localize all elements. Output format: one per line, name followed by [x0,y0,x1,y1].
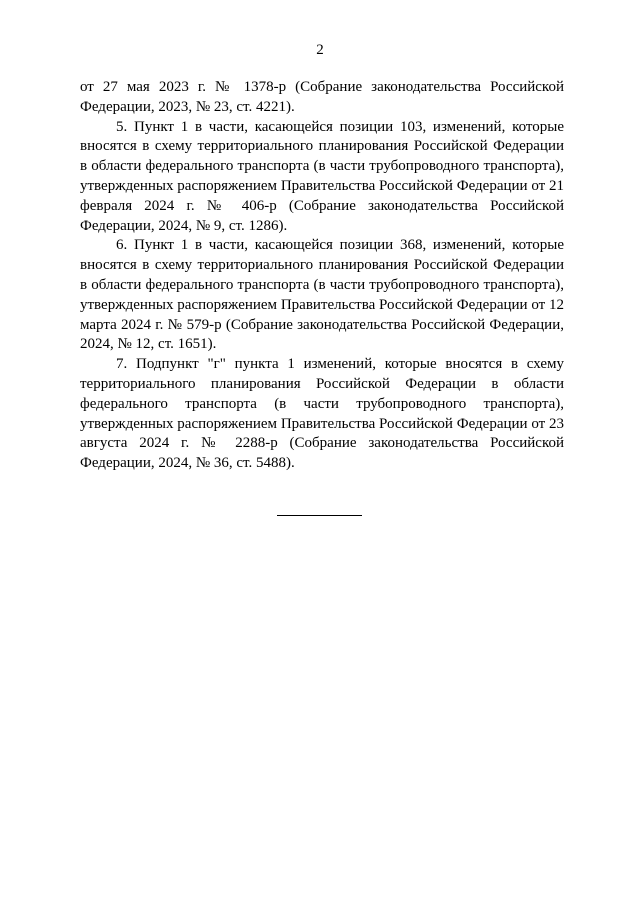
paragraph-continuation: от 27 мая 2023 г. № 1378-р (Собрание законодательства Российской Федерации, 2023, № 23, ст. 4221). [80,79,564,115]
document-body [80,78,564,474]
paragraph-item-5: 5. Пункт 1 в части, касающейся позиции 103, изменений, которые вносятся в схему территориального планирования Российской Федерации в области федерального транспорта (в части трубопроводного транспорта), утвержденных распоряжением Правительства Российской Федерации от 21 февраля 2024 г. № 406-р (Собрание законодательства Российской Федерации, 2024, № 9, ст. 1286). [80,118,564,234]
paragraph-item-7: 7. Подпункт "г" пункта 1 изменений, которые вносятся в схему территориального планирования Российской Федерации в области федерального транспорта (в части трубопроводного транспорта), утвержденных распоряжением Правительства Российской Федерации от 23 августа 2024 г. № 2288-р (Собрание законодательства Российской Федерации, 2024, № 36, ст. 5488). [80,356,564,472]
page-number: 2 [316,42,324,58]
end-of-document-rule [277,515,362,516]
paragraph-item-6: 6. Пункт 1 в части, касающейся позиции 368, изменений, которые вносятся в схему территориального планирования Российской Федерации в области федерального транспорта (в части трубопроводного транспорта), утвержденных распоряжением Правительства Российской Федерации от 12 марта 2024 г. № 579-р (Собрание законодательства Российской Федерации, 2024, № 12, ст. 1651). [80,237,564,353]
